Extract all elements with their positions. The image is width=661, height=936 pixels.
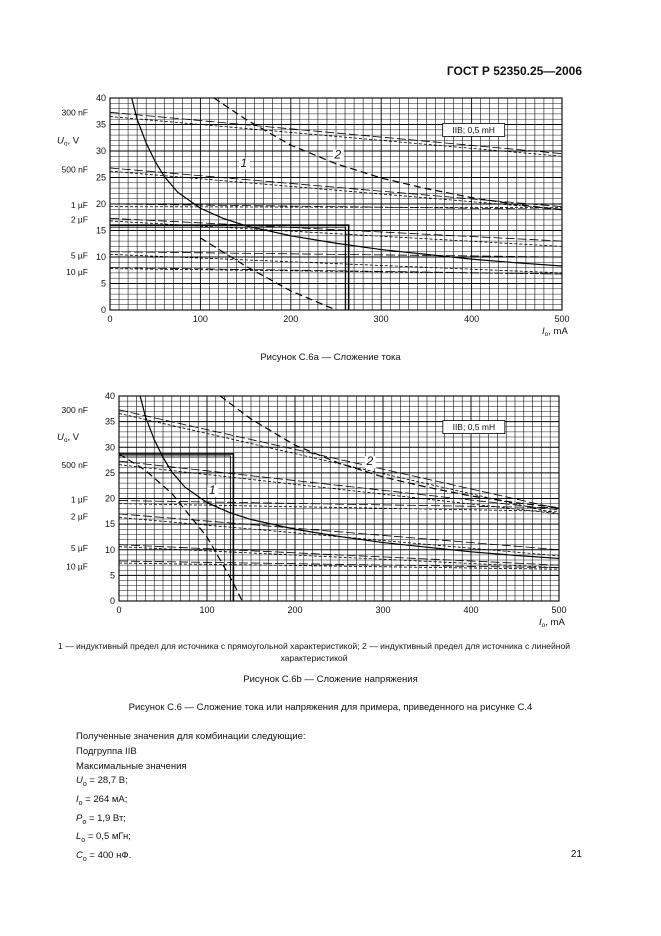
y-tick-label: 0 <box>100 305 106 315</box>
x-tick-label: 100 <box>199 605 215 615</box>
param-symbol: U <box>76 775 83 787</box>
x-tick-label: 500 <box>554 314 570 324</box>
param-value: = 264 мА; <box>82 794 128 806</box>
operating-point-line-inner <box>110 227 346 310</box>
capacitance-label: 2 µF <box>70 214 88 225</box>
y-tick-label: 15 <box>95 225 106 236</box>
x-tick-label: 400 <box>463 605 479 615</box>
x-tick-label: 400 <box>464 314 480 324</box>
x-tick-label: 200 <box>283 314 299 324</box>
y-tick-label: 15 <box>104 519 115 530</box>
param-subscript: o <box>82 818 87 826</box>
param-subscript: o <box>82 781 87 789</box>
param-subscript: o <box>82 856 87 864</box>
x-tick-label: 300 <box>373 314 389 324</box>
operating-point-line-inner <box>119 456 230 601</box>
curve-2-linear-limit <box>214 98 562 210</box>
y-tick-label: 35 <box>95 119 106 130</box>
x-tick-label: 500 <box>551 605 567 615</box>
y-tick-label: 25 <box>95 172 106 183</box>
param-subscript: o <box>81 837 86 845</box>
param-symbol: P <box>76 812 83 824</box>
param-value: = 28,7 В; <box>86 775 128 787</box>
y-tick-label: 20 <box>104 493 115 504</box>
params-max-title: Максимальные значения <box>76 760 187 772</box>
capacitance-label: 300 nF <box>61 107 88 118</box>
curve-label: 1 <box>240 155 248 170</box>
y-axis-label: $U_o$, V <box>57 432 80 444</box>
x-tick-label: 100 <box>192 314 208 324</box>
param-item <box>76 793 306 812</box>
param-value: = 1,9 Вт; <box>86 812 126 824</box>
combination-line <box>110 207 562 208</box>
y-tick-label: 40 <box>95 93 106 103</box>
param-subscript: o <box>78 799 83 807</box>
legend-box-label: IIB; 0,5 mH <box>452 422 496 433</box>
legend-box-label: IIB; 0,5 mH <box>452 124 495 135</box>
operating-point-line <box>119 454 233 601</box>
x-tick-label: 0 <box>107 314 113 324</box>
y-tick-label: 10 <box>95 252 106 262</box>
page-number: 21 <box>570 849 582 860</box>
x-axis-label: $I_o$, mA <box>542 326 568 338</box>
main-figure-caption: Рисунок С.6 — Сложение тока или напряжения для примера, приведенного на рисунке С.4 <box>128 702 533 713</box>
y-tick-label: 30 <box>95 146 106 156</box>
params-intro: Полученные значения для комбинации следующие: <box>76 731 306 742</box>
y-tick-label: 30 <box>104 442 115 453</box>
y-tick-label: 5 <box>100 278 106 289</box>
curve-label: 2 <box>366 454 374 469</box>
figure-caption-a: Рисунок С.6а — Сложение тока <box>260 352 401 363</box>
param-item <box>76 849 306 868</box>
chart-voltage-addition <box>0 388 661 633</box>
param-symbol: I <box>76 794 79 806</box>
param-item <box>76 812 306 831</box>
params-subgroup: Подгруппа IIB <box>76 745 137 757</box>
y-tick-label: 10 <box>104 544 115 555</box>
y-tick-label: 25 <box>104 467 115 478</box>
capacitance-label: 500 nF <box>61 164 88 175</box>
capacitance-label: 1 µF <box>70 200 88 211</box>
param-symbol: L <box>76 831 82 843</box>
figure-note <box>46 640 582 664</box>
standard-header: ГОСТ Р 52350.25—2006 <box>446 64 582 78</box>
curve-label: 2 <box>334 147 342 162</box>
y-tick-label: 40 <box>104 391 115 401</box>
y-tick-label: 35 <box>104 416 115 427</box>
y-tick-label: 20 <box>95 199 106 209</box>
capacitance-label: 1 µF <box>70 494 88 505</box>
curve-label: 1 <box>208 482 216 497</box>
capacitance-label: 5 µF <box>70 543 88 554</box>
capacitance-label: 2 µF <box>70 511 88 522</box>
param-value: = 400 нФ. <box>86 850 132 862</box>
capacitance-label: 500 nF <box>61 460 88 471</box>
chart-current-addition <box>0 90 661 340</box>
note-text: 1 — индуктивный предел для источника с прямоугольной характеристикой; 2 — индуктивный предел для источника с линейной характеристикой <box>57 641 571 663</box>
x-axis-label: $I_o$, mA <box>539 617 565 629</box>
figure-caption-b: Рисунок С.6b — Сложение напряжения <box>243 674 418 685</box>
x-tick-label: 300 <box>375 605 391 615</box>
y-tick-label: 0 <box>109 596 115 606</box>
param-value: = 0,5 мГн; <box>85 831 131 843</box>
parameters-block <box>76 730 306 868</box>
param-symbol: C <box>76 850 83 862</box>
y-tick-label: 5 <box>109 570 115 581</box>
capacitance-label: 10 µF <box>66 561 88 572</box>
param-item <box>76 774 306 793</box>
y-axis-label: $U_o$, V <box>57 135 80 148</box>
capacitance-label: 10 µF <box>66 266 88 277</box>
param-item <box>76 830 306 849</box>
capacitance-label: 300 nF <box>61 404 88 415</box>
x-tick-label: 200 <box>287 605 303 615</box>
x-tick-label: 0 <box>116 605 122 615</box>
capacitance-label: 5 µF <box>70 250 88 261</box>
